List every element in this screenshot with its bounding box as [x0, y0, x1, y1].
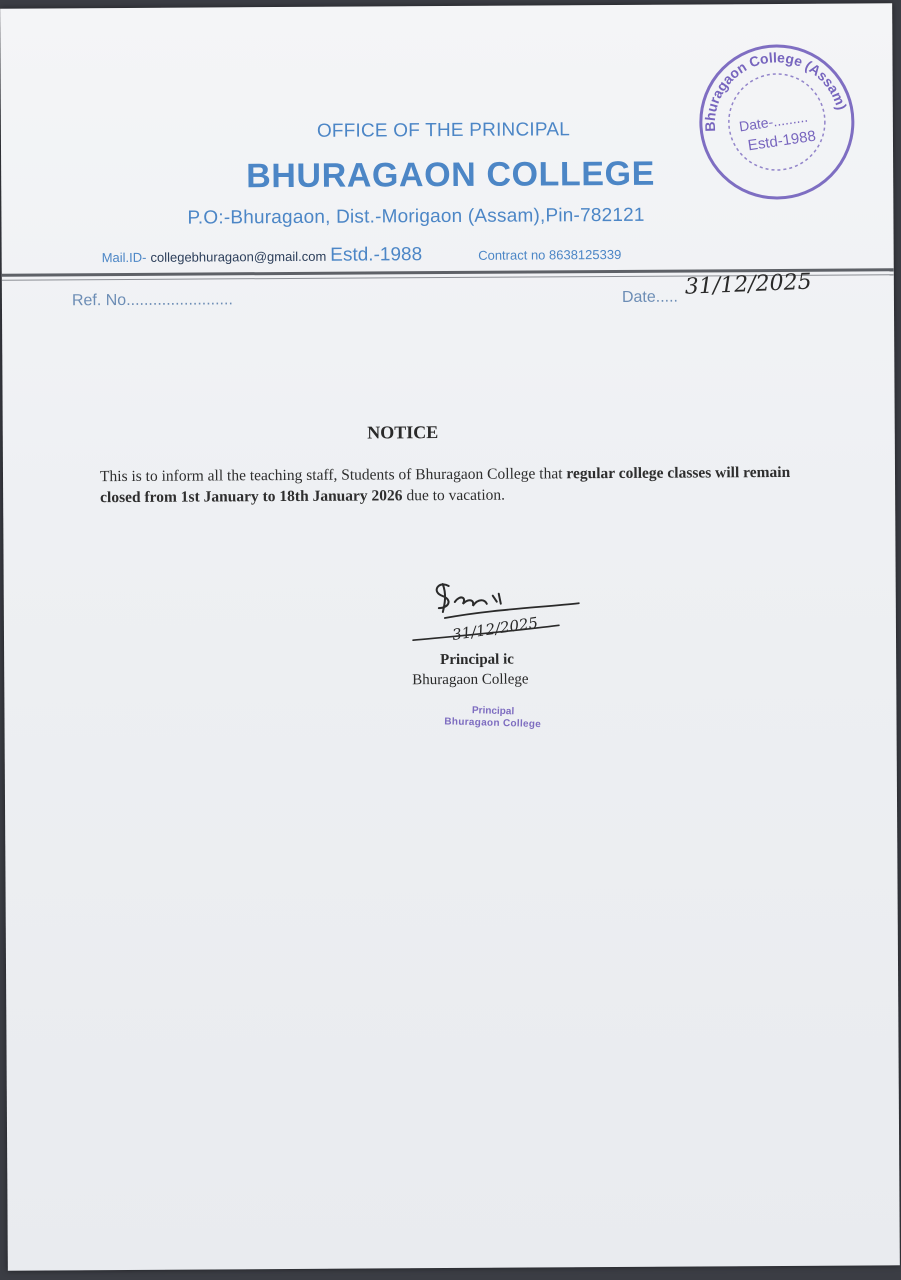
- established-year: Estd.-1988: [330, 244, 423, 266]
- reference-number: Ref. No........................: [71, 291, 233, 310]
- contact-line: [102, 243, 622, 268]
- seal-date-label: Date-.........: [737, 108, 809, 135]
- notice-document: [0, 3, 900, 1270]
- office-title: OFFICE OF THE PRINCIPAL: [316, 119, 571, 142]
- notice-body: [100, 462, 800, 508]
- email-address: collegebhuragaon@gmail.com: [150, 248, 327, 265]
- principal-stamp-title: Principal: [471, 705, 515, 718]
- principal-signature: [409, 573, 589, 654]
- college-address: P.O:-Bhuragaon, Dist.-Morigaon (Assam),Pin-782121: [187, 204, 645, 229]
- notice-outro: due to vacation.: [402, 486, 506, 505]
- college-seal: [694, 39, 859, 204]
- principal-stamp: [444, 704, 541, 731]
- signatory-role: Principal ic: [440, 651, 514, 669]
- college-name: BHURAGAON COLLEGE: [246, 154, 656, 196]
- handwritten-date: 31/12/2025: [684, 269, 813, 300]
- seal-estd: Estd-1988: [746, 127, 817, 155]
- signature-date: 31/12/2025: [450, 613, 540, 644]
- contact-number: Contract no 8638125339: [478, 246, 622, 263]
- notice-intro: This is to inform all the teaching staff, Students of Bhuragaon College that: [99, 465, 567, 486]
- mail-label: Mail.ID-: [101, 249, 147, 266]
- notice-highlight: regular college classes will remain closed from 1st January to 18th January 2026: [100, 463, 791, 507]
- seal-outer-text: Bhuragaon College (Assam): [701, 49, 850, 132]
- principal-stamp-college: Bhuragaon College: [444, 716, 542, 731]
- date-label: Date.....: [621, 288, 679, 306]
- signatory-institution: Bhuragaon College: [412, 671, 529, 689]
- notice-heading: NOTICE: [367, 422, 439, 443]
